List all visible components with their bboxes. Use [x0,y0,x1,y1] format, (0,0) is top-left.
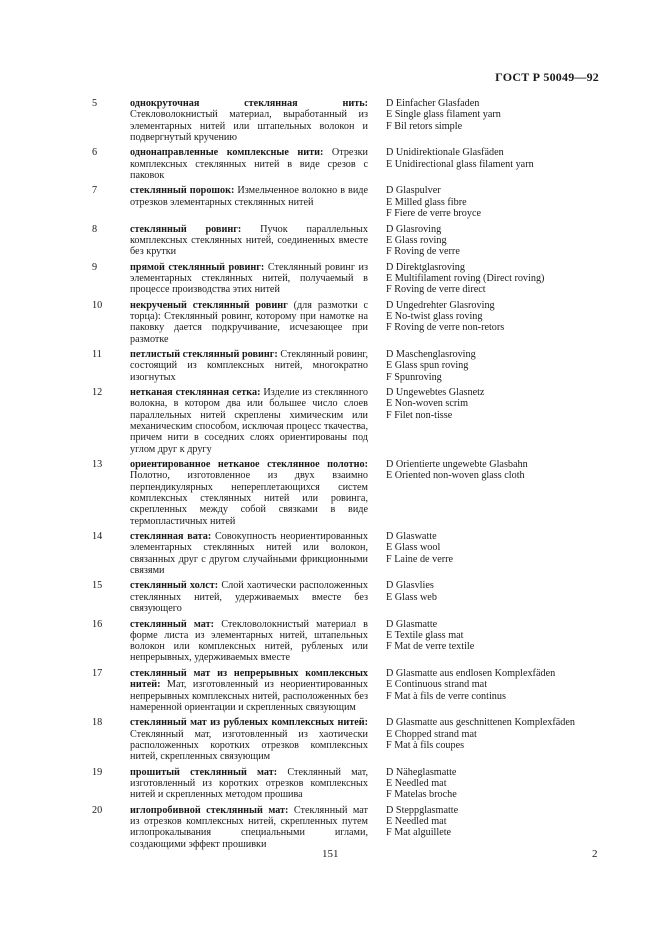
foreign-equivalent: D Direktglasroving [386,261,465,273]
foreign-equivalent: D Einfacher Glasfaden [386,98,480,109]
entry-definition-text: Стеклянный ровинг из элементарных стеклянных нитей, получаемый в процессе производства этих нитей [130,261,368,296]
entry-term: некрученый стеклянный ровинг [130,299,288,311]
entry-term: прошитый стеклянный мат: [130,766,278,778]
entry-term: стеклянная вата: [130,531,212,543]
entry-number: 11 [92,349,102,361]
term-entry [0,300,661,345]
foreign-equivalent: D Näheglasmatte [386,766,457,778]
term-entry [0,185,661,219]
entry-definition [130,717,368,762]
term-entry [0,349,661,383]
entry-definition [130,147,368,181]
entry-number: 10 [92,299,103,311]
entry-definition-text: Стеклянный ровинг, состоящий из комплексных нитей, многократно изогнутых [130,349,368,383]
entry-definition [130,767,368,801]
entry-definition-text: Стекловолокнистый материал в форме листа из элементарных нитей, штапельных волокон или комплексных нитей, рубленых или непрерывных, удерживаемых вместе [130,618,368,664]
entry-foreign-equivalents [386,147,616,170]
entry-term: прямой стеклянный ровинг: [130,261,265,273]
entry-number: 15 [92,580,103,592]
term-entry [0,805,661,850]
foreign-equivalent: F Mat à fils de verre continus [386,690,506,702]
entry-definition-text: Совокупность неориентированных элементарных стеклянных нитей или волокон, связанных друг с другом случайными фрикционными связями [130,531,368,576]
entry-term: стеклянный порошок: [130,185,235,197]
term-entry [0,387,661,455]
entry-foreign-equivalents [386,767,616,801]
foreign-equivalent: E Oriented non-woven glass cloth [386,470,525,482]
foreign-equivalent: D Orientierte ungewebte Glasbahn [386,459,528,471]
entry-term: иглопробивной стеклянный мат: [130,804,289,816]
entry-definition [130,224,368,258]
foreign-equivalent: F Mat à fils coupes [386,739,465,751]
foreign-equivalent: F Bil retors simple [386,120,463,132]
entry-definition-text: Слой хаотически расположенных стеклянных нитей, удерживаемых вместе без связующего [130,580,368,615]
foreign-equivalent: F Matelas broche [386,789,457,801]
entry-foreign-equivalents [386,262,616,296]
foreign-equivalent: F Mat de verre textile [386,641,475,653]
foreign-equivalent: F Roving de verre non-retors [386,322,505,334]
term-entry [0,668,661,713]
entry-definition [130,580,368,614]
entry-foreign-equivalents [386,459,616,482]
foreign-equivalent: F Laine de verre [386,553,454,565]
foreign-equivalent: D Glasmatte [386,618,438,630]
foreign-equivalent: D Ungedrehter Glasroving [386,299,495,311]
entry-foreign-equivalents [386,300,616,334]
foreign-equivalent: E Glass spun roving [386,360,469,372]
entry-number: 13 [92,459,103,471]
entry-definition-text: Полотно, изготовленное из двух взаимно перпендикулярных непереплетающихся систем комплексных стеклянных нитей или ровинга, скрепленных между собой связками в виде термопластичных нитей [130,470,368,527]
entry-definition [130,668,368,713]
foreign-equivalent: E Glass wool [386,542,441,554]
entry-number: 7 [92,185,98,197]
entry-number: 5 [92,98,98,109]
foreign-equivalent: E Glass web [386,591,437,603]
entry-definition [130,349,368,383]
entry-number: 17 [92,667,103,679]
foreign-equivalent: E Textile glass mat [386,629,464,641]
page-number: 151 [322,848,339,860]
entry-term: петлистый стеклянный ровинг: [130,349,278,361]
foreign-equivalent: D Unidirektionale Glasfäden [386,147,504,159]
foreign-equivalent: D Glaspulver [386,185,441,197]
foreign-equivalent: E Unidirectional glass filament yarn [386,158,534,170]
entry-foreign-equivalents [386,668,616,702]
entry-term: стеклянный мат из непрерывных комплексных нитей: [130,667,368,691]
entry-foreign-equivalents [386,98,616,132]
entry-number: 20 [92,804,103,816]
foreign-equivalent: D Glaswatte [386,531,437,543]
foreign-equivalent: F Fiere de verre broyce [386,208,482,220]
foreign-equivalent: F Roving de verre [386,246,460,258]
foreign-equivalent: E Needled mat [386,777,447,789]
entry-foreign-equivalents [386,619,616,653]
foreign-equivalent: E No-twist glass roving [386,310,483,322]
entry-definition [130,185,368,208]
term-list [0,98,661,854]
entry-term: стеклянный холст: [130,580,219,592]
term-entry [0,459,661,527]
entry-foreign-equivalents [386,224,616,258]
entry-term: нетканая стеклянная сетка: [130,387,261,399]
entry-definition-text: Изделие из стеклянного волокна, в котором два или большее число слоев параллельных нитей скреплены химическим или механическим способом, исключая процесс ткачества, причем нити в соседних слоях ориентированы под углом друг к другу [130,387,369,455]
entry-term: однонаправленные комплексные нити: [130,147,324,159]
entry-foreign-equivalents [386,717,616,751]
entry-definition [130,805,368,850]
entry-term: стеклянный мат: [130,618,214,630]
foreign-equivalent: D Glasvlies [386,580,434,592]
entry-definition [130,619,368,664]
entry-definition-text: Мат, изготовленный из неориентированных непрерывных комплексных нитей, расположенных без намеренной ориентации и скрепленных связующим [130,679,368,713]
document-header: ГОСТ Р 50049—92 [495,70,599,84]
entry-number: 6 [92,147,98,159]
entry-term: стеклянный мат из рубленых комплексных нитей: [130,717,368,729]
sheet-number: 2 [592,848,598,860]
entry-number: 8 [92,223,98,235]
term-entry [0,619,661,664]
foreign-equivalent: F Mat alguillete [386,827,452,839]
foreign-equivalent: D Glasroving [386,223,442,235]
entry-definition-text: Стеклянный мат из отрезков комплексных нитей, скрепленных путем иглопрокалывания специальными иглами, создающими эффект прошивки [130,804,368,850]
entry-number: 12 [92,387,103,399]
term-entry [0,147,661,181]
entry-definition [130,98,368,143]
foreign-equivalent: F Filet non-tisse [386,409,453,421]
foreign-equivalent: D Steppglasmatte [386,804,459,816]
entry-definition [130,300,368,345]
entry-definition [130,459,368,527]
entry-term: ориентированное нетканое стеклянное полотно: [130,459,368,471]
entry-definition-text: Стекловолокнистый материал, выработанный из элементарных нитей или штапельных волокон и подвергнутый кручению [130,109,368,143]
term-entry [0,98,661,143]
term-entry [0,767,661,801]
entry-definition-text: (для размотки с торца): Стеклянный ровинг, которому при намотке на паковку дается подкручивание, исчезающее при размотке [130,299,368,345]
entry-number: 16 [92,618,103,630]
entry-foreign-equivalents [386,805,616,839]
foreign-equivalent: D Maschenglasroving [386,349,476,361]
foreign-equivalent: D Ungewebtes Glasnetz [386,387,485,399]
entry-number: 19 [92,766,103,778]
term-entry [0,531,661,576]
foreign-equivalent: F Roving de verre direct [386,284,486,296]
foreign-equivalent: E Chopped strand mat [386,728,477,740]
entry-foreign-equivalents [386,387,616,421]
foreign-equivalent: E Single glass filament yarn [386,109,501,121]
entry-definition-text: Отрезки комплексных стеклянных нитей в виде срезов с паковок [130,147,368,181]
entry-definition [130,387,368,455]
term-entry [0,717,661,762]
entry-foreign-equivalents [386,185,616,219]
entry-definition-text: Стеклянный мат, изготовленный из хаотически расположенных коротких отрезков комплексных нитей, скрепленных связующим [130,728,368,763]
entry-number: 9 [92,261,98,273]
term-entry [0,262,661,296]
foreign-equivalent: E Milled glass fibre [386,196,467,208]
entry-definition-text: Пучок параллельных комплексных стеклянных нитей, соединенных вместе без крутки [130,223,368,258]
foreign-equivalent: D Glasmatte aus geschnittenen Komplexfäden [386,717,575,729]
term-entry [0,224,661,258]
foreign-equivalent: E Continuous strand mat [386,679,488,691]
entry-foreign-equivalents [386,531,616,565]
foreign-equivalent: E Multifilament roving (Direct roving) [386,272,545,284]
entry-term: однокруточная стеклянная нить: [130,98,368,109]
entry-number: 18 [92,717,103,729]
foreign-equivalent: E Needled mat [386,816,447,828]
entry-foreign-equivalents [386,580,616,603]
entry-definition-text: Стеклянный мат, изготовленный из коротких отрезков комплексных нитей и скрепленных методом прошива [130,766,368,801]
entry-term: стеклянный ровинг: [130,223,242,235]
foreign-equivalent: F Spunroving [386,371,442,383]
foreign-equivalent: E Glass roving [386,234,447,246]
entry-definition [130,531,368,576]
entry-definition-text: Измельченное волокно в виде отрезков элементарных стеклянных нитей [130,185,368,208]
entry-definition [130,262,368,296]
term-entry [0,580,661,614]
entry-foreign-equivalents [386,349,616,383]
entry-number: 14 [92,531,103,543]
foreign-equivalent: D Glasmatte aus endlosen Komplexfäden [386,667,556,679]
foreign-equivalent: E Non-woven scrim [386,398,469,410]
